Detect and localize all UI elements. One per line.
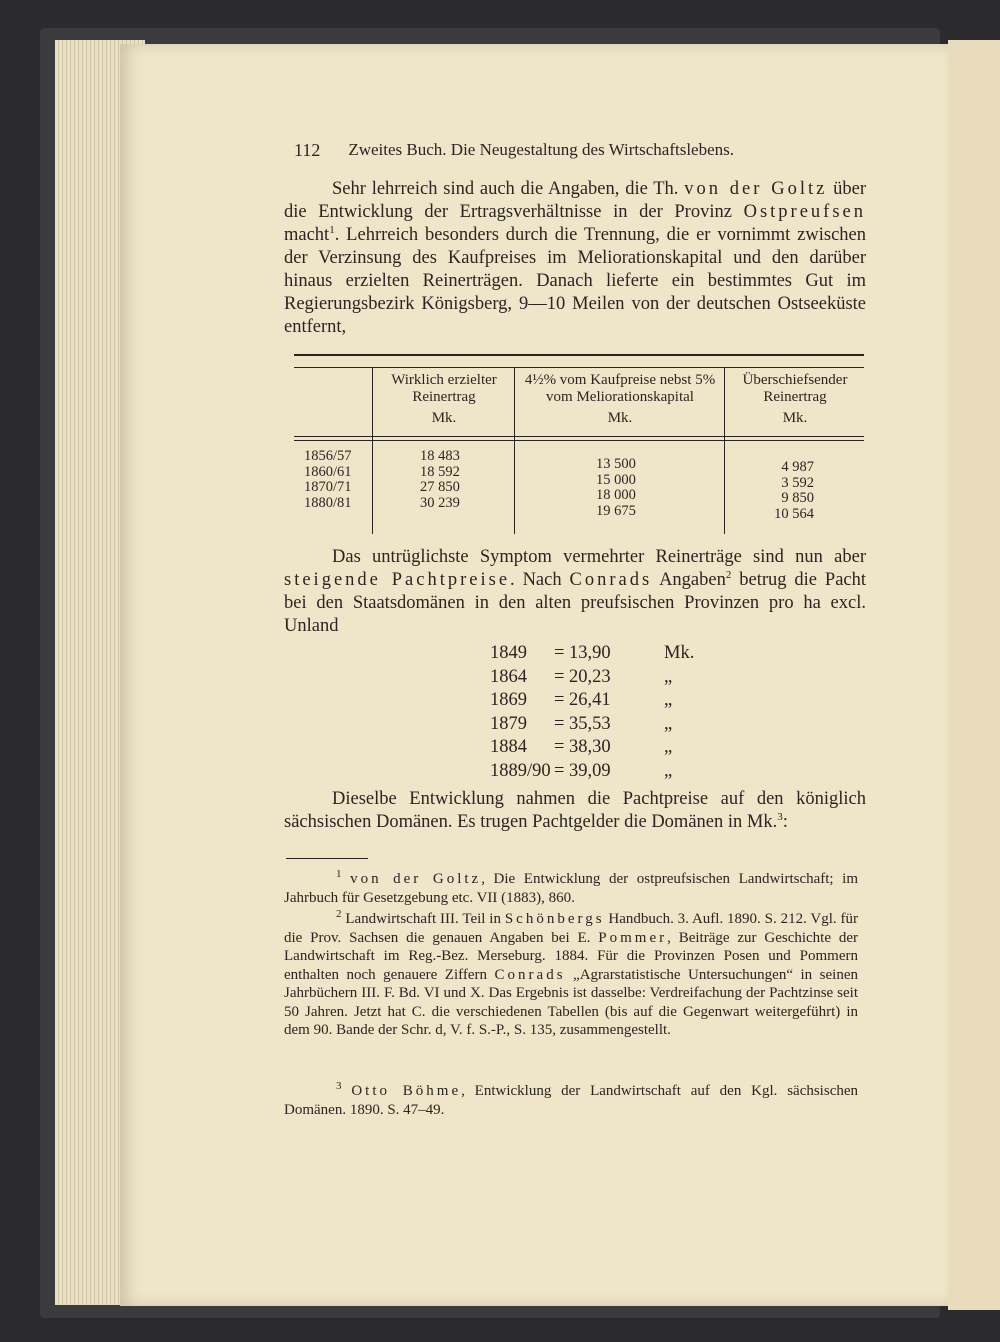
lease-price-list	[490, 642, 704, 783]
footnote-3: $^3$ Otto Böhme, Entwicklung der Landwirtschaft auf den Kgl. sächsischen Domänen. 1890. S. 47–49.	[284, 1080, 859, 1118]
table-rule	[294, 436, 864, 437]
list-item: 1864 = 20,23 „	[490, 666, 673, 687]
table-rule	[294, 367, 864, 368]
list-item: 1879 = 35,53 „	[490, 713, 673, 734]
yield-table	[294, 354, 864, 534]
table-cell: 4 987	[781, 459, 814, 475]
list-item: 1869 = 26,41 „	[490, 690, 673, 710]
table-header-surplus: Überschiefsender Reinertrag Mk.	[742, 372, 848, 426]
emphasis-lease: steigende Pachtpreise	[284, 570, 511, 590]
table-col-interest	[596, 457, 636, 519]
table-cell: 27 850	[420, 479, 460, 495]
table-divider	[372, 368, 373, 534]
table-rule	[294, 354, 864, 356]
table-cell: 1880/81	[304, 494, 352, 511]
table-cell: 19 675	[596, 502, 636, 519]
table-cell: 10 564	[774, 505, 814, 522]
table-cell: 1860/61	[304, 463, 352, 480]
table-cell: 18 000	[596, 487, 636, 503]
page-number: 112	[294, 140, 321, 160]
table-cell: 1856/57	[304, 448, 352, 464]
table-cell: 18 592	[420, 463, 460, 480]
footnote-2: $^2$ Landwirtschaft III. Teil in Schönbergs Handbuch. 3. Aufl. 1890. S. 212. Vgl. für die Prov. Sachsen die genauen Angaben bei E. Pommer, Beiträge zur Geschichte der Landwirtschaft im Reg.-Bez. Merseburg. 1884. Für die Provinzen Posen und Pommern enthalten noch genauere Ziffern Conrads „Agrarstatistische Untersuchungen“ in seinen Jahrbüchern III. F. Bd. VI und X. Das Ergebnis ist dasselbe: Verdreifachung der Pachtzinse seit 50 Jahren. Jetzt hat C. die verschiedenen Tabellen (bis auf die Gegenwart weitergeführt) in dem 90. Bande der Schr. d, V. f. S.-P., S. 135, zusammengestellt.	[284, 908, 859, 1038]
table-cell: 13 500	[596, 456, 636, 472]
footnote-divider	[286, 858, 368, 859]
table-cell: 3 592	[781, 474, 814, 491]
table-header-actual-yield: Wirklich erzielter Reinertrag Mk.	[391, 372, 497, 426]
province-name: Ostpreufsen	[743, 202, 866, 222]
table-divider	[724, 368, 725, 534]
list-item: 1884 = 38,30 „	[490, 737, 673, 757]
table-cell: 1870/71	[304, 479, 352, 495]
paragraph-lease-prices: Das untrüglichste Symptom vermehrter Reinerträge sind nun aber steigende Pachtpreise. Nach Conrads Angaben$^2$ betrug die Pacht bei den Staatsdomänen in den alten preufsischen Provinzen pro ha excl. Unland	[284, 547, 867, 636]
footnote-ref-3[interactable]: 3	[777, 810, 783, 823]
table-col-actual-yield	[420, 449, 460, 511]
table-cell: 9 850	[781, 490, 814, 506]
footnote-1: $^1$ von der Goltz, Die Entwicklung der ostpreufsischen Landwirtschaft; im Jahrbuch für Gesetzgebung etc. VII (1883), 860.	[284, 868, 859, 906]
table-cell: 15 000	[596, 471, 636, 488]
table-col-years	[304, 449, 352, 511]
list-item: 1889/90 = 39,09 „	[490, 760, 673, 781]
footnote-ref-2[interactable]: 2	[725, 568, 732, 581]
author-name: von der Goltz	[684, 179, 828, 199]
table-header-interest: 4½% vom Kaufpreise nebst 5% vom Meliorationskapital Mk.	[524, 372, 716, 426]
table-cell: 30 239	[420, 494, 460, 511]
facing-page-edge	[948, 40, 1000, 1310]
table-divider	[514, 368, 515, 534]
paragraph-goltz: Sehr lehrreich sind auch die Angaben, die Th. von der Goltz über die Entwicklung der Ertragsverhältnisse in der Provinz Ostpreufsen macht$^1$. Lehrreich besonders durch die Trennung, die er vornimmt zwischen der Verzinsung des Kaufpreises im Meliorationskapital und den darüber hinaus erzielten Reinerträgen. Danach lieferte ein bestimmtes Gut im Regierungsbezirk Königsberg, 9—10 Meilen von der deutschen Ostseeküste entfernt,	[284, 179, 867, 337]
table-cell: 18 483	[420, 448, 460, 464]
footnote-ref-1[interactable]: 1	[329, 223, 335, 236]
paragraph-saxon-domains: Dieselbe Entwicklung nahmen die Pachtpreise auf den königlich sächsischen Domänen. Es trugen Pachtgelder die Domänen in Mk.$^3$:	[284, 789, 866, 832]
running-title: Zweites Buch. Die Neugestaltung des Wirtschaftslebens.	[348, 140, 734, 159]
list-item: 1849 = 13,90 Mk.	[490, 643, 695, 663]
running-header	[294, 140, 814, 161]
table-rule	[294, 440, 864, 441]
table-col-surplus	[770, 460, 814, 522]
author-conrad: Conrads	[569, 570, 653, 590]
